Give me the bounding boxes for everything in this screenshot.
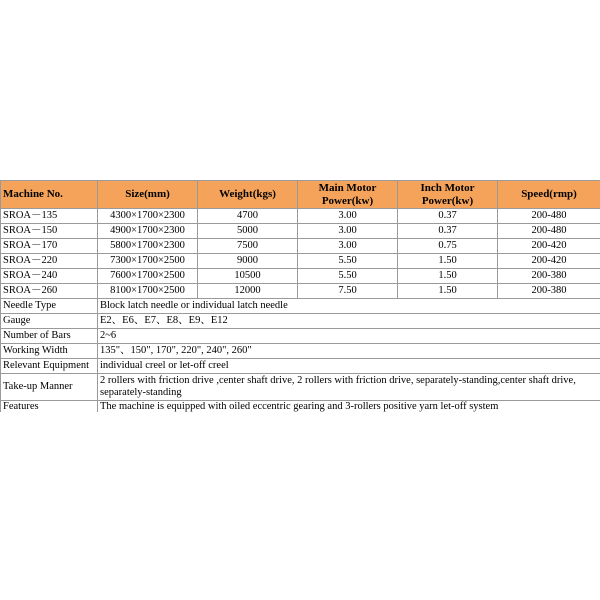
machine-no: SROA－220 bbox=[1, 254, 98, 269]
inch-motor-power: 0.37 bbox=[398, 224, 498, 239]
feature-value: individual creel or let-off creel bbox=[98, 359, 600, 374]
feature-label: Working Width bbox=[1, 344, 98, 359]
speed: 200-420 bbox=[498, 254, 600, 269]
main-motor-power: 7.50 bbox=[298, 284, 398, 299]
inch-motor-power: 1.50 bbox=[398, 254, 498, 269]
header-main-motor-line2: Power(kw) bbox=[321, 194, 374, 207]
inch-motor-power: 0.75 bbox=[398, 239, 498, 254]
machine-no: SROA－170 bbox=[1, 239, 98, 254]
feature-label: Features bbox=[1, 401, 98, 413]
table-row bbox=[1, 209, 600, 224]
feature-row-features bbox=[1, 401, 600, 413]
inch-motor-power: 1.50 bbox=[398, 269, 498, 284]
weight: 12000 bbox=[198, 284, 298, 299]
header-inch-motor-line2: Power(kw) bbox=[421, 194, 474, 207]
feature-row-relevant-equipment bbox=[1, 359, 600, 374]
inch-motor-power: 0.37 bbox=[398, 209, 498, 224]
header-inch-motor bbox=[398, 181, 498, 209]
speed: 200-420 bbox=[498, 239, 600, 254]
feature-label: Gauge bbox=[1, 314, 98, 329]
size: 7600×1700×2500 bbox=[98, 269, 198, 284]
table-row bbox=[1, 239, 600, 254]
feature-row-take-up-manner bbox=[1, 374, 600, 401]
feature-row-number-of-bars bbox=[1, 329, 600, 344]
feature-value: E2、E6、E7、E8、E9、E12 bbox=[98, 314, 600, 329]
table-row bbox=[1, 224, 600, 239]
feature-row-needle-type bbox=[1, 299, 600, 314]
main-motor-power: 3.00 bbox=[298, 239, 398, 254]
main-motor-power: 3.00 bbox=[298, 224, 398, 239]
size: 4300×1700×2300 bbox=[98, 209, 198, 224]
machine-no: SROA－135 bbox=[1, 209, 98, 224]
speed: 200-380 bbox=[498, 284, 600, 299]
size: 4900×1700×2300 bbox=[98, 224, 198, 239]
machine-no: SROA－240 bbox=[1, 269, 98, 284]
header-speed: Speed(rmp) bbox=[498, 181, 600, 209]
feature-label: Take-up Manner bbox=[1, 374, 98, 401]
speed: 200-380 bbox=[498, 269, 600, 284]
feature-label: Needle Type bbox=[1, 299, 98, 314]
spec-table bbox=[0, 180, 600, 299]
header-machine-no: Machine No. bbox=[1, 181, 98, 209]
feature-value: Block latch needle or individual latch needle bbox=[98, 299, 600, 314]
machine-no: SROA－260 bbox=[1, 284, 98, 299]
header-main-motor-line1: Main Motor bbox=[318, 181, 377, 194]
weight: 10500 bbox=[198, 269, 298, 284]
inch-motor-power: 1.50 bbox=[398, 284, 498, 299]
spec-header-row bbox=[1, 181, 600, 209]
feature-value: 2~6 bbox=[98, 329, 600, 344]
main-motor-power: 3.00 bbox=[298, 209, 398, 224]
main-motor-power: 5.50 bbox=[298, 269, 398, 284]
feature-value: The machine is equipped with oiled eccentric gearing and 3-rollers positive yarn let-off system bbox=[98, 401, 600, 413]
header-weight: Weight(kgs) bbox=[198, 181, 298, 209]
feature-row-working-width bbox=[1, 344, 600, 359]
size: 5800×1700×2300 bbox=[98, 239, 198, 254]
table-row bbox=[1, 284, 600, 299]
feature-row-gauge bbox=[1, 314, 600, 329]
table-row bbox=[1, 254, 600, 269]
weight: 5000 bbox=[198, 224, 298, 239]
size: 8100×1700×2500 bbox=[98, 284, 198, 299]
feature-value: 2 rollers with friction drive ,center shaft drive, 2 rollers with friction drive, separately-standing,center shaft drive, separately-standing bbox=[98, 374, 600, 401]
speed: 200-480 bbox=[498, 209, 600, 224]
main-motor-power: 5.50 bbox=[298, 254, 398, 269]
size: 7300×1700×2500 bbox=[98, 254, 198, 269]
feature-value: 135"、150", 170", 220", 240", 260" bbox=[98, 344, 600, 359]
header-inch-motor-line1: Inch Motor bbox=[420, 181, 475, 194]
weight: 7500 bbox=[198, 239, 298, 254]
header-main-motor bbox=[298, 181, 398, 209]
table-row bbox=[1, 269, 600, 284]
header-size: Size(mm) bbox=[98, 181, 198, 209]
spec-sheet bbox=[0, 180, 600, 412]
weight: 4700 bbox=[198, 209, 298, 224]
machine-no: SROA－150 bbox=[1, 224, 98, 239]
features-table bbox=[0, 298, 600, 412]
feature-label: Relevant Equipment bbox=[1, 359, 98, 374]
feature-label: Number of Bars bbox=[1, 329, 98, 344]
weight: 9000 bbox=[198, 254, 298, 269]
speed: 200-480 bbox=[498, 224, 600, 239]
